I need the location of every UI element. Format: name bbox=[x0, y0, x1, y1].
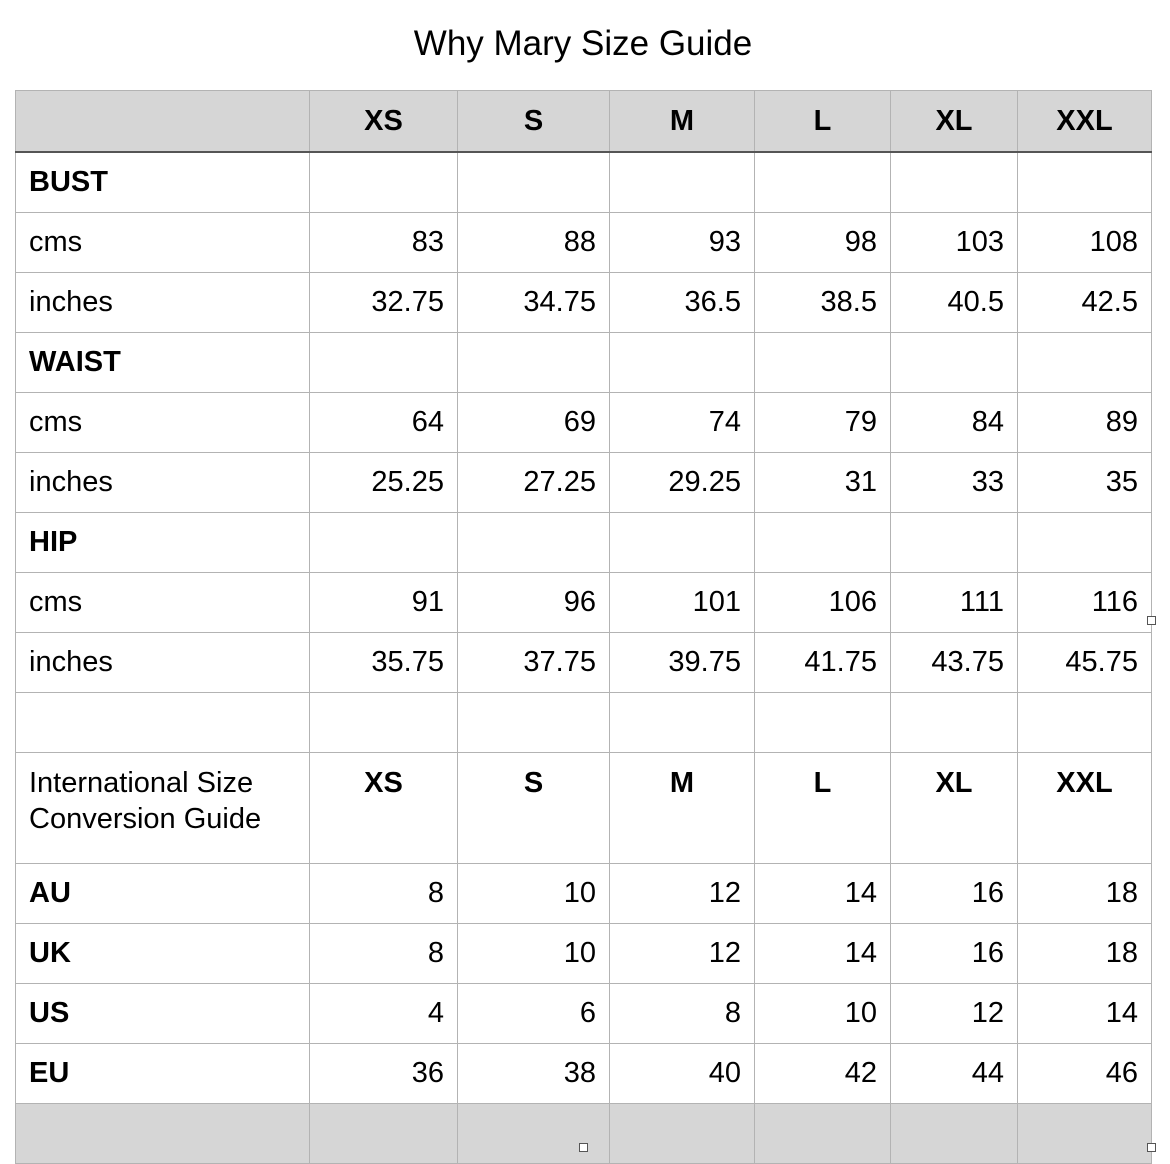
conversion-guide-label: International Size Conversion Guide bbox=[16, 753, 310, 864]
empty-cell bbox=[16, 693, 310, 753]
blank-row bbox=[16, 693, 1152, 753]
empty-cell bbox=[610, 152, 755, 213]
region-label: UK bbox=[16, 924, 310, 984]
section-label: WAIST bbox=[16, 333, 310, 393]
value-cell: 64 bbox=[310, 393, 458, 453]
value-cell: 74 bbox=[610, 393, 755, 453]
value-cell: 98 bbox=[755, 213, 891, 273]
empty-cell bbox=[610, 693, 755, 753]
value-cell: 34.75 bbox=[458, 273, 610, 333]
value-cell: 35 bbox=[1018, 453, 1152, 513]
value-cell: 44 bbox=[891, 1044, 1018, 1104]
value-cell: 69 bbox=[458, 393, 610, 453]
page-title: Why Mary Size Guide bbox=[413, 24, 753, 63]
value-cell: 40 bbox=[610, 1044, 755, 1104]
value-cell: 33 bbox=[891, 453, 1018, 513]
value-cell: 79 bbox=[755, 393, 891, 453]
value-cell: 40.5 bbox=[891, 273, 1018, 333]
value-cell: 25.25 bbox=[310, 453, 458, 513]
table-row bbox=[16, 393, 1152, 453]
value-cell: 84 bbox=[891, 393, 1018, 453]
value-cell: 16 bbox=[891, 864, 1018, 924]
empty-cell bbox=[755, 152, 891, 213]
empty-cell bbox=[1018, 513, 1152, 573]
conversion-row-au bbox=[16, 864, 1152, 924]
value-cell: 101 bbox=[610, 573, 755, 633]
empty-cell bbox=[891, 152, 1018, 213]
size-header-cell: M bbox=[610, 91, 755, 153]
value-cell: 39.75 bbox=[610, 633, 755, 693]
value-cell: 16 bbox=[891, 924, 1018, 984]
empty-cell bbox=[755, 1104, 891, 1164]
value-cell: 18 bbox=[1018, 864, 1152, 924]
value-cell: 93 bbox=[610, 213, 755, 273]
empty-cell bbox=[891, 693, 1018, 753]
value-cell: 8 bbox=[610, 984, 755, 1044]
section-label: HIP bbox=[16, 513, 310, 573]
empty-cell bbox=[458, 693, 610, 753]
unit-label: inches bbox=[16, 273, 310, 333]
region-label: EU bbox=[16, 1044, 310, 1104]
size-header-cell: XL bbox=[891, 91, 1018, 153]
section-row-waist bbox=[16, 333, 1152, 393]
unit-label: cms bbox=[16, 573, 310, 633]
value-cell: 89 bbox=[1018, 393, 1152, 453]
empty-cell bbox=[891, 1104, 1018, 1164]
value-cell: 6 bbox=[458, 984, 610, 1044]
resize-handle-right[interactable] bbox=[1147, 616, 1156, 625]
table-row bbox=[16, 213, 1152, 273]
value-cell: 35.75 bbox=[310, 633, 458, 693]
value-cell: 116 bbox=[1018, 573, 1152, 633]
value-cell: 45.75 bbox=[1018, 633, 1152, 693]
value-cell: 4 bbox=[310, 984, 458, 1044]
unit-label: cms bbox=[16, 393, 310, 453]
empty-cell bbox=[1018, 333, 1152, 393]
value-cell: 8 bbox=[310, 864, 458, 924]
value-cell: 46 bbox=[1018, 1044, 1152, 1104]
empty-cell bbox=[1018, 693, 1152, 753]
conversion-size-cell: XXL bbox=[1018, 753, 1152, 864]
value-cell: 10 bbox=[755, 984, 891, 1044]
footer-row bbox=[16, 1104, 1152, 1164]
value-cell: 38.5 bbox=[755, 273, 891, 333]
value-cell: 43.75 bbox=[891, 633, 1018, 693]
empty-cell bbox=[610, 333, 755, 393]
unit-label: cms bbox=[16, 213, 310, 273]
empty-cell bbox=[310, 1104, 458, 1164]
size-header-cell: XXL bbox=[1018, 91, 1152, 153]
value-cell: 12 bbox=[610, 924, 755, 984]
empty-cell bbox=[1018, 1104, 1152, 1164]
size-header-cell: S bbox=[458, 91, 610, 153]
value-cell: 14 bbox=[755, 924, 891, 984]
value-cell: 32.75 bbox=[310, 273, 458, 333]
conversion-size-cell: XS bbox=[310, 753, 458, 864]
region-label: AU bbox=[16, 864, 310, 924]
empty-cell bbox=[891, 513, 1018, 573]
value-cell: 10 bbox=[458, 924, 610, 984]
empty-cell bbox=[755, 333, 891, 393]
value-cell: 111 bbox=[891, 573, 1018, 633]
empty-cell bbox=[891, 333, 1018, 393]
empty-cell bbox=[610, 1104, 755, 1164]
value-cell: 14 bbox=[1018, 984, 1152, 1044]
empty-cell bbox=[458, 333, 610, 393]
value-cell: 27.25 bbox=[458, 453, 610, 513]
size-guide-table bbox=[15, 90, 1152, 1164]
section-row-hip bbox=[16, 513, 1152, 573]
value-cell: 38 bbox=[458, 1044, 610, 1104]
conversion-row-uk bbox=[16, 924, 1152, 984]
empty-cell bbox=[16, 1104, 310, 1164]
value-cell: 31 bbox=[755, 453, 891, 513]
value-cell: 41.75 bbox=[755, 633, 891, 693]
value-cell: 8 bbox=[310, 924, 458, 984]
table-row bbox=[16, 573, 1152, 633]
empty-cell bbox=[310, 152, 458, 213]
unit-label: inches bbox=[16, 453, 310, 513]
resize-handle-corner[interactable] bbox=[1147, 1143, 1156, 1152]
size-header-cell: XS bbox=[310, 91, 458, 153]
value-cell: 83 bbox=[310, 213, 458, 273]
unit-label: inches bbox=[16, 633, 310, 693]
value-cell: 14 bbox=[755, 864, 891, 924]
table-row bbox=[16, 453, 1152, 513]
value-cell: 42.5 bbox=[1018, 273, 1152, 333]
empty-cell bbox=[1018, 152, 1152, 213]
region-label: US bbox=[16, 984, 310, 1044]
conversion-header-row bbox=[16, 753, 1152, 864]
value-cell: 37.75 bbox=[458, 633, 610, 693]
value-cell: 12 bbox=[891, 984, 1018, 1044]
value-cell: 91 bbox=[310, 573, 458, 633]
empty-cell bbox=[458, 1104, 610, 1164]
value-cell: 36 bbox=[310, 1044, 458, 1104]
section-row-bust bbox=[16, 152, 1152, 213]
conversion-size-cell: S bbox=[458, 753, 610, 864]
header-corner-cell bbox=[16, 91, 310, 153]
empty-cell bbox=[310, 693, 458, 753]
value-cell: 96 bbox=[458, 573, 610, 633]
conversion-size-cell: M bbox=[610, 753, 755, 864]
value-cell: 29.25 bbox=[610, 453, 755, 513]
empty-cell bbox=[310, 333, 458, 393]
value-cell: 18 bbox=[1018, 924, 1152, 984]
resize-handle-bottom[interactable] bbox=[579, 1143, 588, 1152]
empty-cell bbox=[310, 513, 458, 573]
size-header-cell: L bbox=[755, 91, 891, 153]
empty-cell bbox=[458, 513, 610, 573]
empty-cell bbox=[755, 693, 891, 753]
empty-cell bbox=[755, 513, 891, 573]
value-cell: 36.5 bbox=[610, 273, 755, 333]
table-row bbox=[16, 633, 1152, 693]
section-label: BUST bbox=[16, 152, 310, 213]
value-cell: 103 bbox=[891, 213, 1018, 273]
value-cell: 12 bbox=[610, 864, 755, 924]
conversion-size-cell: XL bbox=[891, 753, 1018, 864]
empty-cell bbox=[610, 513, 755, 573]
value-cell: 42 bbox=[755, 1044, 891, 1104]
value-cell: 10 bbox=[458, 864, 610, 924]
value-cell: 106 bbox=[755, 573, 891, 633]
empty-cell bbox=[458, 152, 610, 213]
table-row bbox=[16, 273, 1152, 333]
conversion-size-cell: L bbox=[755, 753, 891, 864]
value-cell: 88 bbox=[458, 213, 610, 273]
conversion-row-us bbox=[16, 984, 1152, 1044]
value-cell: 108 bbox=[1018, 213, 1152, 273]
conversion-row-eu bbox=[16, 1044, 1152, 1104]
size-header-row bbox=[16, 91, 1152, 153]
